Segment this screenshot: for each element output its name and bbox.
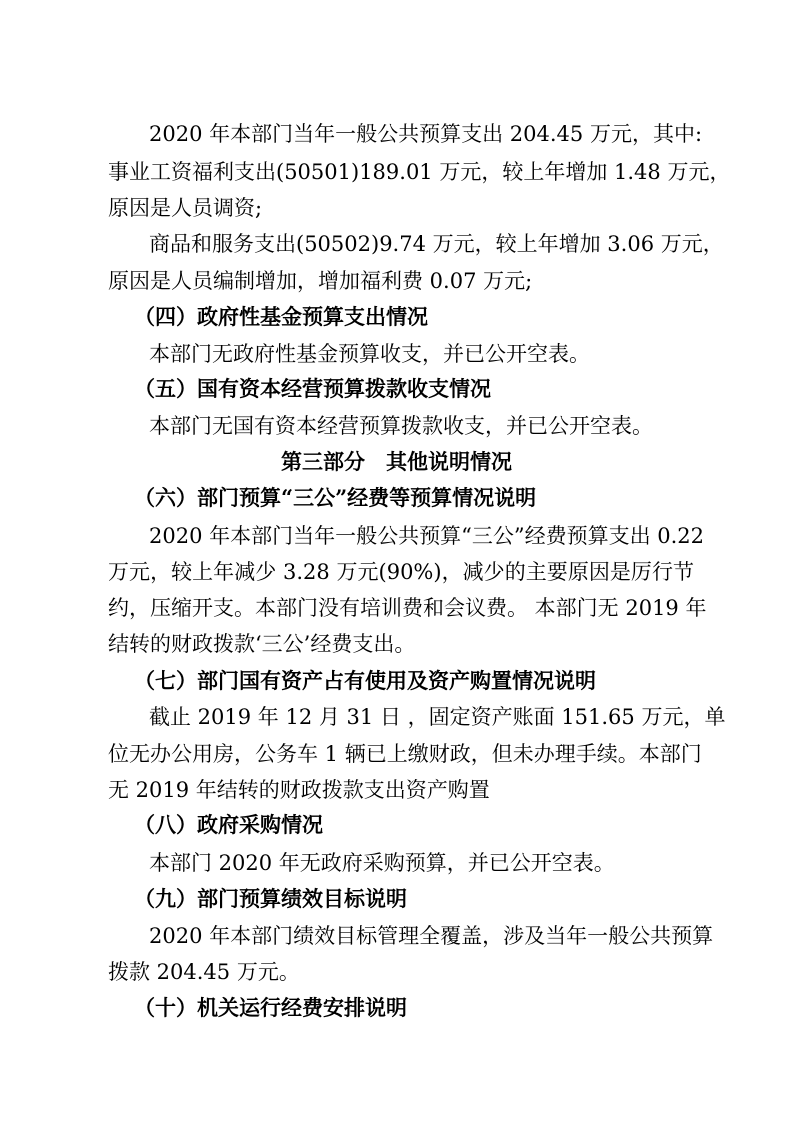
paragraph-line: 事业工资福利支出(50501)189.01 万元，较上年增加 1.48 万元， (108, 160, 731, 184)
section-heading-8: （八）政府采购情况 (134, 812, 323, 837)
paragraph-line: 万元，较上年减少 3.28 万元(90%)，减少的主要原因是厉行节 (108, 560, 694, 584)
paragraph-line: 2020 年本部门当年一般公共预算支出 204.45 万元，其中: (149, 122, 703, 146)
paragraph-line: 本部门无国有资本经营预算拨款收支，并已公开空表。 (149, 414, 653, 438)
section-heading-5: （五）国有资本经营预算拨款收支情况 (134, 376, 491, 401)
paragraph-line: 商品和服务支出(50502)9.74 万元，较上年增加 3.06 万元， (149, 232, 724, 256)
part-three-title: 第三部分 其他说明情况 (281, 449, 512, 474)
paragraph-line: 本部门无政府性基金预算收支，并已公开空表。 (149, 342, 590, 366)
paragraph-line: 无 2019 年结转的财政拨款支出资产购置 (108, 778, 490, 802)
paragraph-line: 拨款 204.45 万元。 (108, 960, 300, 984)
section-heading-10: （十）机关运行经费安排说明 (134, 995, 407, 1020)
paragraph-line: 原因是人员调资; (108, 196, 263, 220)
paragraph-line: 截止 2019 年 12 月 31 日 ，固定资产账面 151.65 万元，单 (149, 705, 726, 729)
paragraph-line: 2020 年本部门绩效目标管理全覆盖，涉及当年一般公共预算 (149, 924, 714, 948)
paragraph-line: 本部门 2020 年无政府采购预算，并已公开空表。 (149, 851, 615, 875)
paragraph-line: 位无办公用房，公务车 1 辆已上缴财政，但未办理手续。本部门 (108, 742, 702, 766)
paragraph-line: 结转的财政拨款‘三公’经费支出。 (108, 632, 416, 656)
section-heading-7: （七）部门国有资产占有使用及资产购置情况说明 (134, 668, 596, 693)
section-heading-4: （四）政府性基金预算支出情况 (134, 304, 428, 329)
paragraph-line: 2020 年本部门当年一般公共预算“三公”经费预算支出 0.22 (149, 524, 705, 548)
section-heading-9: （九）部门预算绩效目标说明 (134, 886, 407, 911)
paragraph-line: 原因是人员编制增加，增加福利费 0.07 万元; (108, 269, 533, 293)
paragraph-line: 约，压缩开支。本部门没有培训费和会议费。 本部门无 2019 年 (108, 596, 707, 620)
section-heading-6: （六）部门预算“三公”经费等预算情况说明 (134, 485, 537, 510)
